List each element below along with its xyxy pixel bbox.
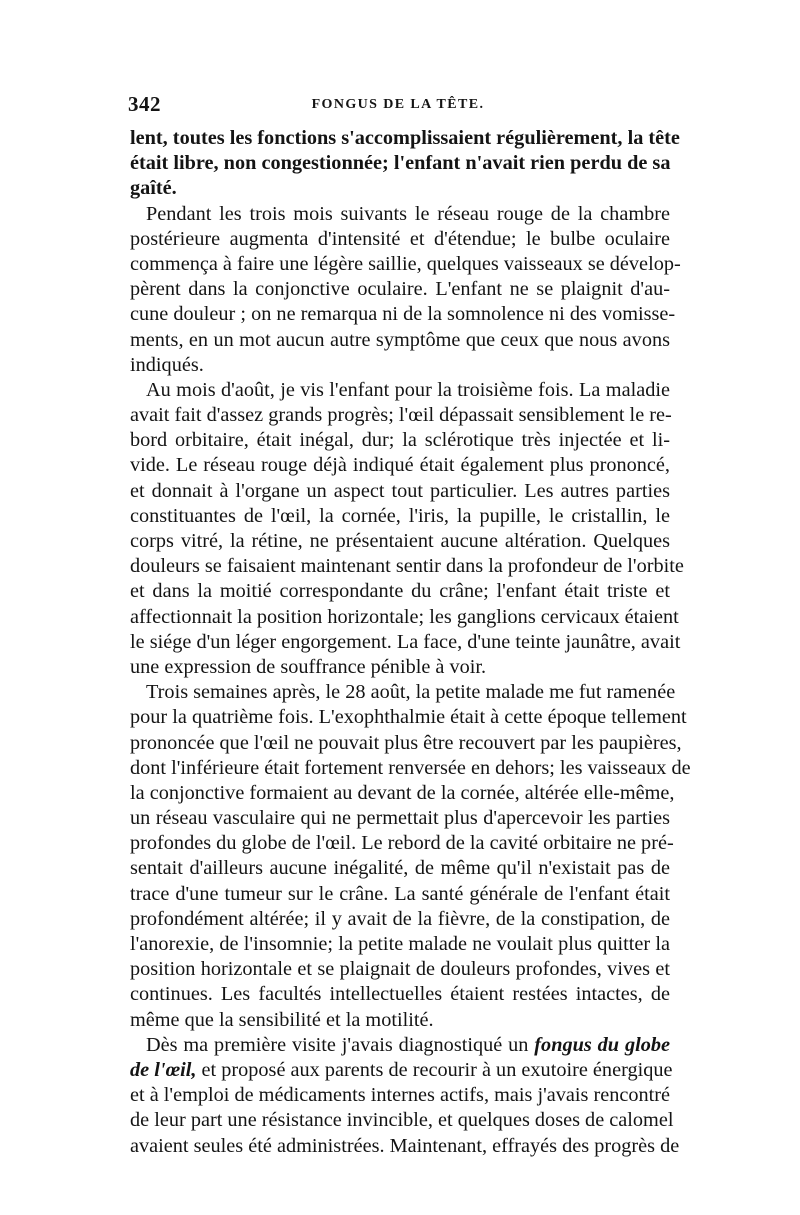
text-line: corps vitré, la rétine, ne présentaient aucune altération. Quelques xyxy=(130,530,670,552)
running-title: FONGUS DE LA TÊTE. xyxy=(311,97,485,112)
body-text xyxy=(130,126,691,1159)
italic-phrase: de l'œil, xyxy=(130,1058,197,1081)
italic-phrase: fongus du globe xyxy=(534,1033,670,1056)
text-line: un réseau vasculaire qui ne permettait plus d'apercevoir les parties xyxy=(130,807,670,830)
text-line: cune douleur ; on ne remarqua ni de la somnolence ni des vomisse- xyxy=(130,303,676,326)
text-line: pour la quatrième fois. L'exophthalmie était à cette époque tellement xyxy=(130,706,687,729)
text-line: même que la sensibilité et la motilité. xyxy=(130,1008,434,1031)
text-line: pèrent dans la conjonctive oculaire. L'enfant ne se plaignit d'au- xyxy=(130,278,670,301)
page-header xyxy=(128,92,668,118)
text-line: commença à faire une légère saillie, quelques vaisseaux se dévelop- xyxy=(130,252,681,275)
paragraph-start: Trois semaines après, le 28 août, la petite malade me fut ramenée xyxy=(146,681,676,704)
text-line: trace d'une tumeur sur le crâne. La santé générale de l'enfant était xyxy=(130,882,670,905)
text-line: était libre, non congestionnée; l'enfant n'avait rien perdu de sa xyxy=(130,152,671,175)
text-line: postérieure augmenta d'intensité et d'étendue; le bulbe oculaire xyxy=(130,227,670,250)
text-segment: Dès ma première visite j'avais diagnostiqué un xyxy=(146,1033,529,1056)
text-line: douleurs se faisaient maintenant sentir dans la profondeur de l'orbite xyxy=(130,555,684,578)
text-line: continues. Les facultés intellectuelles étaient restées intactes, de xyxy=(130,983,670,1006)
text-line: profondément altérée; il y avait de la fièvre, de la constipation, de xyxy=(130,907,670,930)
text-line: affectionnait la position horizontale; les ganglions cervicaux étaient xyxy=(130,605,679,628)
page-number: 342 xyxy=(128,92,161,116)
text-line: indiqués. xyxy=(130,353,204,376)
text-line: position horizontale et se plaignait de douleurs profondes, vives et xyxy=(130,958,670,981)
paragraph-start: Au mois d'août, je vis l'enfant pour la troisième fois. La maladie xyxy=(146,378,670,401)
text-line: et à l'emploi de médicaments internes actifs, mais j'avais rencontré xyxy=(130,1084,671,1107)
text-line: de leur part une résistance invincible, et quelques doses de calomel xyxy=(130,1109,674,1132)
paragraph-start: Pendant les trois mois suivants le réseau rouge de la chambre xyxy=(146,202,670,225)
text-line: dont l'inférieure était fortement renversée en dehors; les vaisseaux de xyxy=(130,756,691,779)
text-line: constituantes de l'œil, la cornée, l'iris, la pupille, le cristallin, le xyxy=(130,504,670,527)
text-line: la conjonctive formaient au devant de la cornée, altérée elle-même, xyxy=(130,781,675,804)
text-line: et dans la moitié correspondante du crâne; l'enfant était triste et xyxy=(130,580,670,603)
paragraph-start xyxy=(130,1033,670,1058)
text-line: sentait d'ailleurs aucune inégalité, de même qu'il n'existait pas de xyxy=(130,857,670,880)
text-line: gaîté. xyxy=(130,177,177,200)
text-line: vide. Le réseau rouge déjà indiqué était également plus prononcé, xyxy=(130,454,670,477)
text-segment: et proposé aux parents de recourir à un exutoire énergique xyxy=(196,1058,673,1081)
text-line: le siége d'un léger engorgement. La face, d'une teinte jaunâtre, avait xyxy=(130,630,681,653)
text-line: l'anorexie, de l'insomnie; la petite malade ne voulait plus quitter la xyxy=(130,933,670,955)
text-line: une expression de souffrance pénible à voir. xyxy=(130,655,487,678)
text-line xyxy=(130,1058,673,1083)
text-line: ments, en un mot aucun autre symptôme que ceux que nous avons xyxy=(130,328,670,351)
text-line: avaient seules été administrées. Maintenant, effrayés des progrès de xyxy=(130,1134,680,1157)
text-line: lent, toutes les fonctions s'accomplissaient régulièrement, la tête xyxy=(130,127,680,149)
text-line: prononcée que l'œil ne pouvait plus être recouvert par les paupières, xyxy=(130,731,682,754)
text-line: profondes du globe de l'œil. Le rebord de la cavité orbitaire ne pré- xyxy=(130,832,674,855)
text-line: avait fait d'assez grands progrès; l'œil dépassait sensiblement le re- xyxy=(130,404,672,427)
text-line: bord orbitaire, était inégal, dur; la sclérotique très injectée et li- xyxy=(130,429,670,452)
text-line: et donnait à l'organe un aspect tout particulier. Les autres parties xyxy=(130,479,670,502)
